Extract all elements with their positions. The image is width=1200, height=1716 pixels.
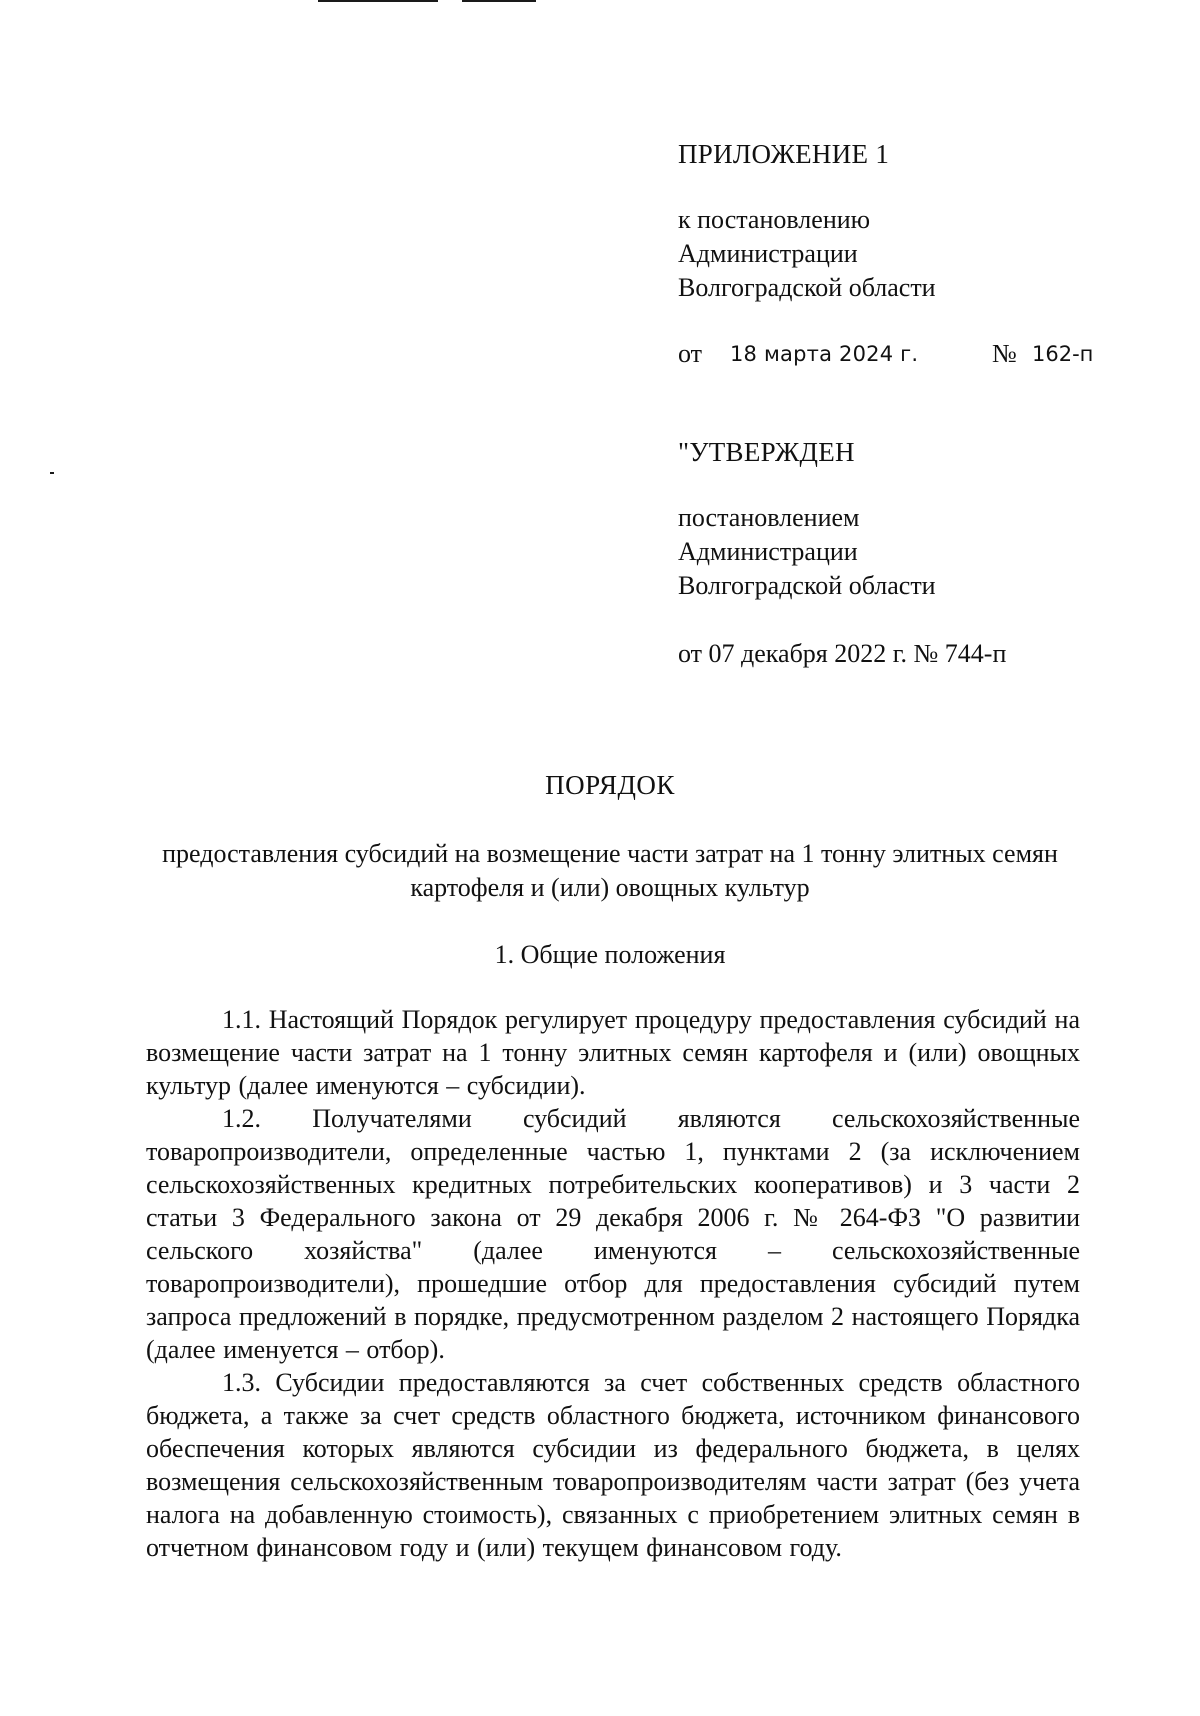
document-body bbox=[146, 1003, 1080, 1564]
resolution-date: 18 марта 2024 г. bbox=[730, 342, 919, 366]
number-prefix: № bbox=[992, 339, 1017, 368]
document-title: ПОРЯДОК bbox=[545, 770, 675, 800]
paragraph-1-2: 1.2. Получателями субсидий являются сельскохозяйственные товаропроизводители, определенные частью 1, пунктами 2 (за исключением сельскохозяйственных кредитных потребительских кооперативов) и 3 части 2 статьи 3 Федерального закона от 29 декабря 2006 г. № 264-ФЗ "О развитии сельского хозяйства" (далее именуются – сельскохозяйственные товаропроизводители), прошедшие отбор для предоставления субсидий путем запроса предложений в порядке, предусмотренном разделом 2 настоящего Порядка (далее именуется – отбор). bbox=[146, 1104, 1080, 1364]
appendix-heading: ПРИЛОЖЕНИЕ 1 bbox=[678, 139, 890, 169]
resolution-date-row bbox=[678, 338, 1098, 372]
scan-edge-mark bbox=[462, 0, 536, 2]
scan-speck bbox=[50, 472, 54, 474]
paragraph-1-1: 1.1. Настоящий Порядок регулирует процедуру предоставления субсидий на возмещение части затрат на 1 тонну элитных семян картофеля и (или) овощных культур (далее именуются – субсидии). bbox=[146, 1005, 1080, 1100]
paragraph-1-3: 1.3. Субсидии предоставляются за счет собственных средств областного бюджета, а также за счет средств областного бюджета, источником финансового обеспечения которых являются субсидии из федерального бюджета, в целях возмещения сельскохозяйственным товаропроизводителям части затрат (без учета налога на добавленную стоимость), связанных с приобретением элитных семян в отчетном финансовом году и (или) текущем финансовом году. bbox=[146, 1368, 1080, 1562]
date-prefix: от bbox=[678, 339, 703, 368]
approval-line: постановлением bbox=[678, 503, 860, 532]
approval-line: Волгоградской области bbox=[678, 571, 936, 600]
approval-date-line: от 07 декабря 2022 г. № 744-п bbox=[678, 639, 1007, 668]
scan-edge-mark bbox=[318, 0, 438, 2]
appendix-to-line: к постановлению bbox=[678, 205, 871, 234]
approval-line: Администрации bbox=[678, 537, 858, 566]
section-heading: 1. Общие положения bbox=[494, 940, 726, 969]
resolution-number: 162-п bbox=[1032, 342, 1094, 366]
appendix-to-line: Администрации bbox=[678, 239, 858, 268]
document-subtitle: предоставления субсидий на возмещение части затрат на 1 тонну элитных семян картофеля и (или) овощных культур bbox=[162, 839, 1058, 902]
approval-stamp: "УТВЕРЖДЕН bbox=[678, 437, 855, 467]
appendix-to-line: Волгоградской области bbox=[678, 273, 936, 302]
